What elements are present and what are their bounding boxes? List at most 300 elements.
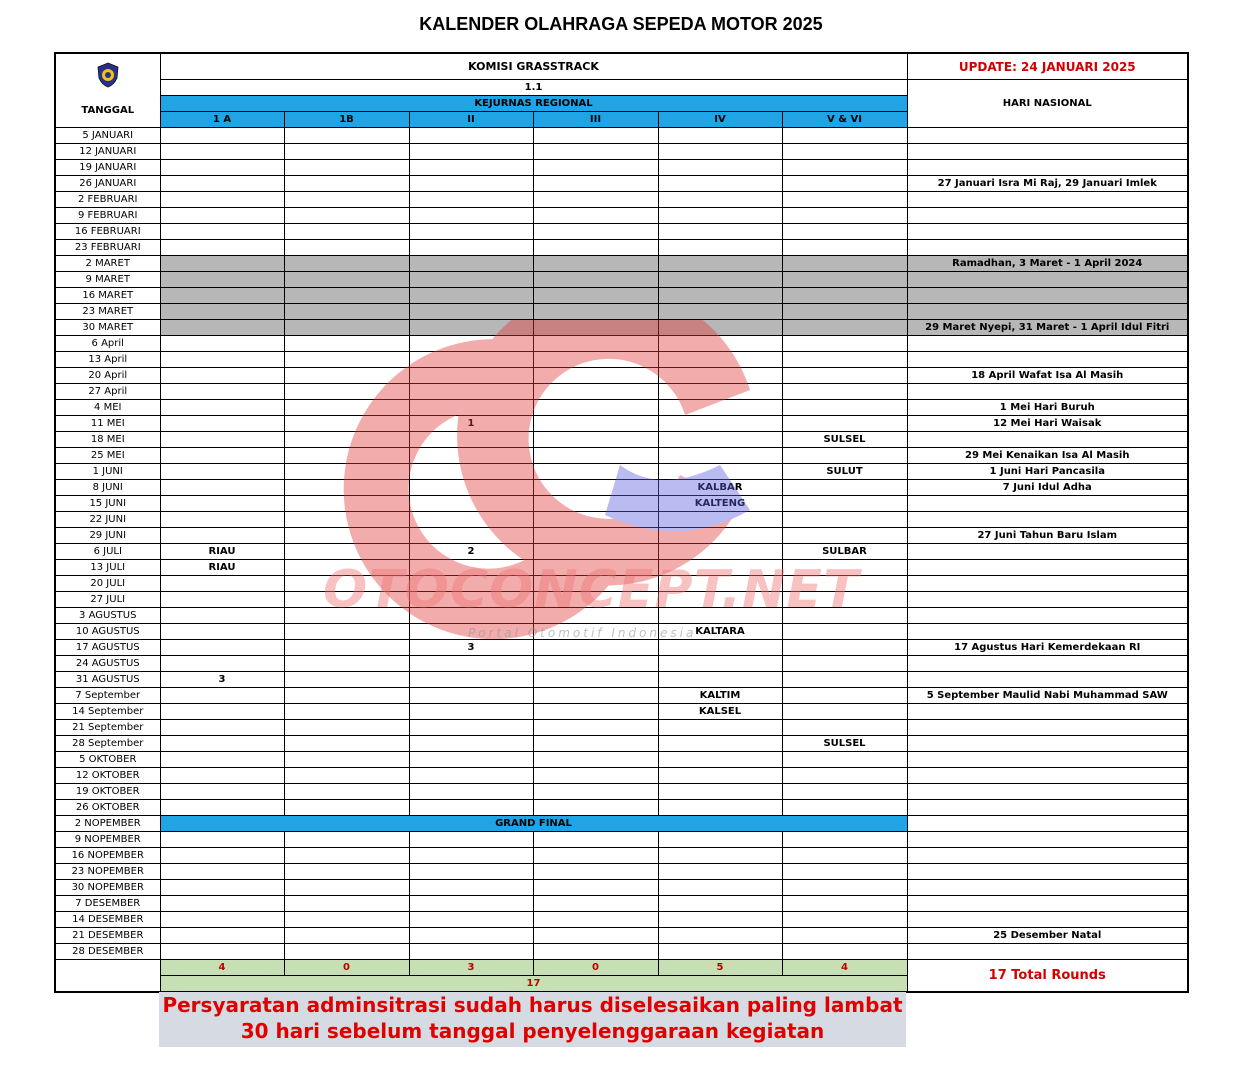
event-cell [409, 560, 533, 576]
table-row [55, 176, 1188, 192]
event-cell [409, 624, 533, 640]
event-cell [782, 288, 907, 304]
table-row [55, 816, 1188, 832]
event-cell [409, 672, 533, 688]
event-cell [533, 368, 658, 384]
event-cell [284, 304, 409, 320]
national-holiday-cell [907, 656, 1188, 672]
event-cell [533, 272, 658, 288]
table-row [55, 928, 1188, 944]
event-cell [284, 256, 409, 272]
event-cell [782, 928, 907, 944]
table-row [55, 128, 1188, 144]
event-cell [533, 880, 658, 896]
date-cell: 4 MEI [55, 400, 160, 416]
watermark-subtitle: Portal Otomotif Indonesia [468, 626, 697, 640]
event-cell: KALBAR [658, 480, 782, 496]
national-holiday-cell [907, 704, 1188, 720]
event-cell [533, 224, 658, 240]
date-cell: 5 JANUARI [55, 128, 160, 144]
event-cell [284, 336, 409, 352]
event-cell: RIAU [160, 560, 284, 576]
event-cell [782, 832, 907, 848]
event-cell [782, 256, 907, 272]
event-cell [284, 464, 409, 480]
event-cell [533, 784, 658, 800]
national-holiday-cell [907, 288, 1188, 304]
event-cell [160, 464, 284, 480]
table-row [55, 672, 1188, 688]
event-cell [658, 208, 782, 224]
event-cell [284, 656, 409, 672]
table-row [55, 384, 1188, 400]
event-cell [160, 240, 284, 256]
event-cell [782, 240, 907, 256]
event-cell [409, 832, 533, 848]
event-cell [160, 576, 284, 592]
event-cell: SULBAR [782, 544, 907, 560]
event-cell: KALTARA [658, 624, 782, 640]
event-cell [533, 672, 658, 688]
date-cell: 1 JUNI [55, 464, 160, 480]
national-holiday-cell [907, 880, 1188, 896]
event-cell [409, 608, 533, 624]
event-cell [160, 800, 284, 816]
event-cell [782, 384, 907, 400]
event-cell [782, 720, 907, 736]
event-cell [160, 416, 284, 432]
table-row [55, 240, 1188, 256]
date-cell: 12 JANUARI [55, 144, 160, 160]
national-holiday-cell [907, 496, 1188, 512]
event-cell [284, 576, 409, 592]
event-cell [284, 400, 409, 416]
region-header: III [533, 112, 658, 128]
date-cell: 30 MARET [55, 320, 160, 336]
table-row [55, 592, 1188, 608]
table-row [55, 320, 1188, 336]
national-holiday-cell: 1 Juni Hari Pancasila [907, 464, 1188, 480]
event-cell [284, 800, 409, 816]
kejurnas-header: KEJURNAS REGIONAL [160, 96, 907, 112]
event-cell [409, 896, 533, 912]
event-cell [160, 432, 284, 448]
table-row [55, 224, 1188, 240]
event-cell [533, 624, 658, 640]
event-cell [658, 832, 782, 848]
event-cell [533, 176, 658, 192]
date-cell: 9 FEBRUARI [55, 208, 160, 224]
national-holiday-cell [907, 832, 1188, 848]
event-cell [658, 544, 782, 560]
event-cell [160, 864, 284, 880]
national-holiday-cell [907, 432, 1188, 448]
event-cell [533, 912, 658, 928]
table-row [55, 352, 1188, 368]
event-cell [160, 288, 284, 304]
event-cell [284, 736, 409, 752]
national-holiday-cell [907, 624, 1188, 640]
event-cell [409, 192, 533, 208]
event-cell [533, 848, 658, 864]
national-holiday-cell [907, 848, 1188, 864]
table-row [55, 832, 1188, 848]
event-cell [658, 464, 782, 480]
event-cell [658, 224, 782, 240]
event-cell [409, 736, 533, 752]
event-cell [160, 528, 284, 544]
event-cell [409, 656, 533, 672]
event-cell: KALTIM [658, 688, 782, 704]
event-cell: SULSEL [782, 432, 907, 448]
event-cell: SULSEL [782, 736, 907, 752]
event-cell [409, 688, 533, 704]
date-cell: 17 AGUSTUS [55, 640, 160, 656]
table-row [55, 192, 1188, 208]
event-cell [782, 704, 907, 720]
event-cell [533, 832, 658, 848]
table-row [55, 848, 1188, 864]
event-cell [284, 768, 409, 784]
region-total: 4 [160, 960, 284, 976]
event-cell [160, 480, 284, 496]
event-cell [658, 848, 782, 864]
event-cell [533, 480, 658, 496]
event-cell [658, 928, 782, 944]
event-cell [409, 928, 533, 944]
requirement-note: Persyaratan adminsitrasi sudah harus diselesaikan paling lambat 30 hari sebelum tanggal penyelenggaraan kegiatan [159, 992, 906, 1047]
event-cell [782, 336, 907, 352]
event-cell [658, 352, 782, 368]
region-header: 1 A [160, 112, 284, 128]
national-holiday-cell [907, 944, 1188, 960]
event-cell [160, 448, 284, 464]
date-cell: 5 OKTOBER [55, 752, 160, 768]
event-cell [160, 256, 284, 272]
region-total: 3 [409, 960, 533, 976]
event-cell [533, 512, 658, 528]
event-cell [284, 128, 409, 144]
event-cell [284, 912, 409, 928]
national-holiday-cell: 1 Mei Hari Buruh [907, 400, 1188, 416]
event-cell [533, 944, 658, 960]
event-cell [160, 400, 284, 416]
event-cell [782, 640, 907, 656]
national-holiday-cell [907, 544, 1188, 560]
event-cell [782, 752, 907, 768]
event-cell [533, 896, 658, 912]
national-holiday-cell [907, 192, 1188, 208]
event-cell [533, 928, 658, 944]
national-holiday-cell [907, 512, 1188, 528]
event-cell [658, 912, 782, 928]
date-cell: 11 MEI [55, 416, 160, 432]
event-cell [782, 944, 907, 960]
event-cell [284, 688, 409, 704]
event-cell [160, 720, 284, 736]
national-holiday-cell [907, 336, 1188, 352]
logo [55, 53, 160, 96]
event-cell [533, 160, 658, 176]
event-cell [284, 416, 409, 432]
national-holiday-cell [907, 384, 1188, 400]
event-cell [160, 768, 284, 784]
event-cell [533, 352, 658, 368]
table-row [55, 864, 1188, 880]
region-header: II [409, 112, 533, 128]
event-cell [160, 848, 284, 864]
event-cell [782, 176, 907, 192]
event-cell [658, 560, 782, 576]
event-cell [409, 528, 533, 544]
event-cell [160, 512, 284, 528]
date-cell: 14 DESEMBER [55, 912, 160, 928]
event-cell [658, 128, 782, 144]
event-cell: 3 [409, 640, 533, 656]
national-holiday-cell [907, 224, 1188, 240]
event-cell [658, 160, 782, 176]
event-cell [160, 752, 284, 768]
event-cell [782, 400, 907, 416]
event-cell [160, 640, 284, 656]
event-cell [160, 224, 284, 240]
national-holiday-cell: 29 Maret Nyepi, 31 Maret - 1 April Idul Fitri [907, 320, 1188, 336]
totals-row [55, 960, 1188, 976]
event-cell [409, 848, 533, 864]
event-cell: SULUT [782, 464, 907, 480]
event-cell [658, 240, 782, 256]
event-cell [658, 784, 782, 800]
event-cell [160, 784, 284, 800]
table-row [55, 464, 1188, 480]
region-header: 1B [284, 112, 409, 128]
event-cell [658, 528, 782, 544]
national-holiday-cell [907, 304, 1188, 320]
date-cell: 10 AGUSTUS [55, 624, 160, 640]
grand-final-band: GRAND FINAL [160, 816, 907, 832]
event-cell [533, 528, 658, 544]
date-cell: 9 MARET [55, 272, 160, 288]
commission-header: KOMISI GRASSTRACK [160, 53, 907, 80]
event-cell [658, 592, 782, 608]
event-cell [160, 144, 284, 160]
event-cell [782, 352, 907, 368]
event-cell [284, 288, 409, 304]
event-cell [658, 720, 782, 736]
event-cell [658, 176, 782, 192]
event-cell [160, 368, 284, 384]
event-cell [409, 208, 533, 224]
region-header: IV [658, 112, 782, 128]
event-cell [533, 640, 658, 656]
event-cell [658, 672, 782, 688]
event-cell [533, 752, 658, 768]
date-cell: 23 NOPEMBER [55, 864, 160, 880]
event-cell [160, 608, 284, 624]
event-cell [533, 800, 658, 816]
event-cell [160, 176, 284, 192]
national-holiday-cell [907, 160, 1188, 176]
date-cell: 14 September [55, 704, 160, 720]
event-cell [658, 256, 782, 272]
event-cell [658, 320, 782, 336]
event-cell [782, 224, 907, 240]
national-holiday-cell [907, 672, 1188, 688]
event-cell [782, 864, 907, 880]
national-holiday-cell [907, 576, 1188, 592]
event-cell [409, 352, 533, 368]
event-cell [533, 768, 658, 784]
event-cell [284, 704, 409, 720]
table-row [55, 544, 1188, 560]
event-cell [160, 272, 284, 288]
national-holiday-cell: 7 Juni Idul Adha [907, 480, 1188, 496]
event-cell [782, 688, 907, 704]
event-cell [160, 896, 284, 912]
date-cell: 9 NOPEMBER [55, 832, 160, 848]
event-cell [782, 272, 907, 288]
event-cell [284, 448, 409, 464]
event-cell [658, 864, 782, 880]
date-cell: 26 OKTOBER [55, 800, 160, 816]
event-cell [160, 384, 284, 400]
event-cell [160, 352, 284, 368]
event-cell [409, 400, 533, 416]
national-holiday-cell [907, 128, 1188, 144]
grand-total: 17 [160, 976, 907, 993]
date-cell: 8 JUNI [55, 480, 160, 496]
table-row [55, 576, 1188, 592]
table-row [55, 624, 1188, 640]
table-row [55, 736, 1188, 752]
date-cell: 13 April [55, 352, 160, 368]
event-cell [284, 384, 409, 400]
date-cell: 29 JUNI [55, 528, 160, 544]
table-row [55, 896, 1188, 912]
event-cell [284, 272, 409, 288]
event-cell [658, 288, 782, 304]
event-cell [658, 192, 782, 208]
event-cell [409, 784, 533, 800]
event-cell [782, 320, 907, 336]
event-cell [284, 672, 409, 688]
table-row [55, 784, 1188, 800]
event-cell [284, 480, 409, 496]
region-total: 0 [533, 960, 658, 976]
event-cell [782, 768, 907, 784]
event-cell [533, 576, 658, 592]
national-holiday-cell [907, 864, 1188, 880]
totals-spacer [55, 960, 160, 993]
event-cell [658, 336, 782, 352]
national-holiday-cell: 27 Januari Isra Mi Raj, 29 Januari Imlek [907, 176, 1188, 192]
event-cell [533, 688, 658, 704]
event-cell [533, 448, 658, 464]
event-cell [284, 864, 409, 880]
event-cell [658, 272, 782, 288]
event-cell [409, 752, 533, 768]
date-cell: 27 JULI [55, 592, 160, 608]
watermark-text: OTOCONCEPT.NET [323, 560, 860, 620]
table-row [55, 272, 1188, 288]
date-cell: 7 September [55, 688, 160, 704]
event-cell [782, 208, 907, 224]
event-cell [284, 352, 409, 368]
event-cell [658, 768, 782, 784]
event-cell [409, 304, 533, 320]
event-cell [409, 512, 533, 528]
event-cell [284, 752, 409, 768]
event-cell [533, 704, 658, 720]
event-cell [782, 848, 907, 864]
event-cell [409, 592, 533, 608]
date-cell: 16 NOPEMBER [55, 848, 160, 864]
table-row [55, 752, 1188, 768]
event-cell [160, 192, 284, 208]
national-holiday-cell [907, 896, 1188, 912]
event-cell [284, 208, 409, 224]
event-cell [160, 304, 284, 320]
event-cell [658, 448, 782, 464]
event-cell [782, 608, 907, 624]
national-holiday-cell [907, 240, 1188, 256]
event-cell [533, 256, 658, 272]
event-cell [658, 640, 782, 656]
event-cell [782, 512, 907, 528]
event-cell [284, 592, 409, 608]
date-cell: 26 JANUARI [55, 176, 160, 192]
national-holiday-cell [907, 912, 1188, 928]
event-cell [409, 464, 533, 480]
table-row [55, 400, 1188, 416]
event-cell [409, 256, 533, 272]
table-row [55, 800, 1188, 816]
event-cell [782, 480, 907, 496]
event-cell [284, 432, 409, 448]
national-holiday-cell: 5 September Maulid Nabi Muhammad SAW [907, 688, 1188, 704]
date-cell: 27 April [55, 384, 160, 400]
table-row [55, 368, 1188, 384]
imi-shield-icon [97, 62, 119, 88]
date-cell: 19 OKTOBER [55, 784, 160, 800]
event-cell [284, 544, 409, 560]
table-row [55, 560, 1188, 576]
event-cell [409, 272, 533, 288]
event-cell [782, 784, 907, 800]
date-cell: 3 AGUSTUS [55, 608, 160, 624]
event-cell [284, 640, 409, 656]
event-cell [782, 912, 907, 928]
event-cell [409, 432, 533, 448]
event-cell [284, 928, 409, 944]
table-row [55, 208, 1188, 224]
date-cell: 2 NOPEMBER [55, 816, 160, 832]
table-row [55, 432, 1188, 448]
date-cell: 28 September [55, 736, 160, 752]
event-cell [409, 240, 533, 256]
table-row [55, 768, 1188, 784]
national-holiday-cell: 25 Desember Natal [907, 928, 1188, 944]
event-cell [284, 896, 409, 912]
national-holiday-cell [907, 608, 1188, 624]
table-row [55, 304, 1188, 320]
event-cell [782, 192, 907, 208]
event-cell [409, 480, 533, 496]
event-cell [658, 432, 782, 448]
event-cell [533, 464, 658, 480]
date-cell: 2 MARET [55, 256, 160, 272]
event-cell [160, 928, 284, 944]
